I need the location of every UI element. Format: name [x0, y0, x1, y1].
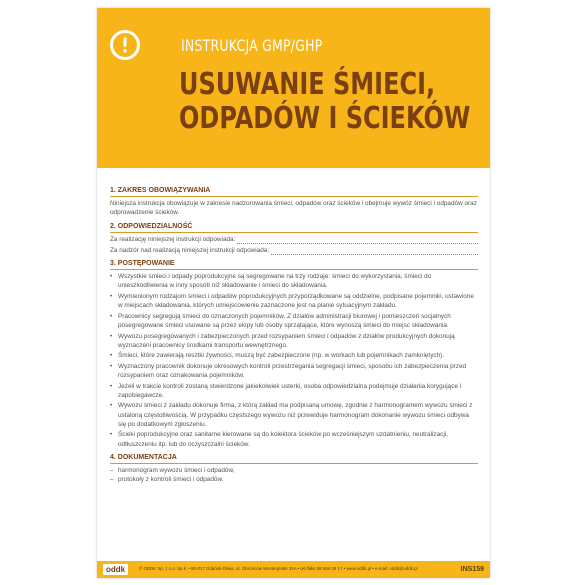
- footer-bar: [97, 561, 490, 578]
- section-divider: [110, 232, 478, 233]
- fill-in-field[interactable]: [271, 248, 478, 255]
- section-divider: [110, 196, 478, 197]
- fill-in-field[interactable]: [237, 237, 478, 244]
- supervision-label: Za nadzór nad realizacją niniejszej instrukcji odpowiada:: [110, 246, 270, 254]
- documentation-list: [110, 466, 478, 485]
- header-banner: [97, 8, 490, 168]
- section-title: 4. DOKUMENTACJA: [110, 454, 177, 462]
- list-item: • Pracownicy segregują śmieci do oznaczonych pojemników. Z działów administracji biurowej i pomieszczeń socjalnych posegregowane śmieci usuwane są przez ekipy lub osoby sprzątające, które wynoszą śmieci do miejsc składowania.: [110, 312, 478, 331]
- supervision-line: [110, 246, 478, 255]
- list-item: • Wszystkie śmieci i odpady poprodukcyjne są segregowane na trzy rodzaje: śmieci do wykorzystania, śmieci do unieszkodliwienia w inny sposób niż składowanie i śmieci do składowania.: [110, 272, 478, 291]
- responsibility-label: Za realizację niniejszej instrukcji odpowiada:: [110, 235, 236, 243]
- document-kicker: INSTRUKCJA GMP/GHP: [181, 36, 323, 55]
- instruction-sheet: [97, 8, 490, 578]
- procedure-list: [110, 272, 478, 449]
- document-body: [110, 186, 478, 485]
- document-code: INS159: [460, 566, 484, 573]
- company-logo: oddk: [103, 564, 128, 575]
- footer-contact: © ODDK Sp. z o.o. Sp.k. • 80-017 Gdańsk-Oliwa, ul. Obrońców Westerplatte 32A • tel./faks 58 554 29 17 • www.oddk.pl • e-mail: oddk@oddk.pl: [139, 566, 418, 571]
- list-item: • Wymienionym rodzajom śmieci i odpadów poprodukcyjnych przyporządkowane są oddzielne, podpisane pojemniki, ustawione w miejscach składowania, których umiejscowienie zaznaczone jest na planie sytuacyjnym zakładu.: [110, 292, 478, 311]
- section-divider: [110, 269, 478, 270]
- responsibility-line: [110, 235, 478, 244]
- list-item: • Wyznaczony pracownik dokonuje okresowych kontroli przestrzegania segregacji śmieci, sposobu ich zabezpieczenia przed rozsypaniem oraz oznakowania pojemników.: [110, 362, 478, 381]
- list-item: – harmonogram wywozu śmieci i odpadów,: [110, 466, 478, 475]
- list-item: • Śmieci, które zawierają resztki żywności, muszą być zabezpieczone (np. w workach lub pojemnikach zamkniętych).: [110, 351, 478, 360]
- section-title: 1. ZAKRES OBOWIĄZYWANIA: [110, 187, 211, 194]
- warning-exclamation-icon: [110, 30, 140, 60]
- document-title: [179, 68, 470, 136]
- list-item: – protokoły z kontroli śmieci i odpadów.: [110, 475, 478, 484]
- list-item: • Jeżeli w trakcie kontroli zostaną stwierdzone jakiekolwiek usterki, osoba odpowiedzialna podejmuje działania korygujące i zapobiegawcze.: [110, 382, 478, 401]
- section-title: 3. POSTĘPOWANIE: [110, 260, 175, 268]
- section-divider: [110, 463, 478, 464]
- section-title: 2. ODPOWIEDZIALNOŚĆ: [110, 222, 193, 230]
- title-line-2: ODPADÓW I ŚCIEKÓW: [179, 101, 471, 136]
- section-text: Niniejsza instrukcja obowiązuje w zakresie nadzorowania śmieci, odpadów oraz ścieków i obejmuje wywóz śmieci i odpadów oraz odprowadzenie ścieków.: [110, 200, 477, 217]
- list-item: • Wywozu śmieci z zakładu dokonuje firma, z którą zakład ma podpisaną umowę, zgodnie z harmonogramem wywozu śmieci z ustaloną częstotliwością. W przypadku częstszego wywozu niż przewiduje harmonogram dokonanie wywozu śmieci odbywa się po dodatkowym zgłoszeniu.: [110, 401, 478, 429]
- list-item: • Ścieki poprodukcyjne oraz sanitarne kierowane są do kolektora ścieków po wcześniejszym uzdatnieniu, neutralizacji, odtłuszczeniu itp. lub do oczyszczalni ścieków.: [110, 430, 478, 449]
- list-item: • Wywozu posegregowanych i zabezpieczonych przed rozsypaniem śmieci i odpadów z działów produkcyjnych dokonują wyznaczeni pracownicy środkami transportu wewnętrznego.: [110, 332, 478, 351]
- title-line-1: USUWANIE ŚMIECI,: [179, 67, 436, 102]
